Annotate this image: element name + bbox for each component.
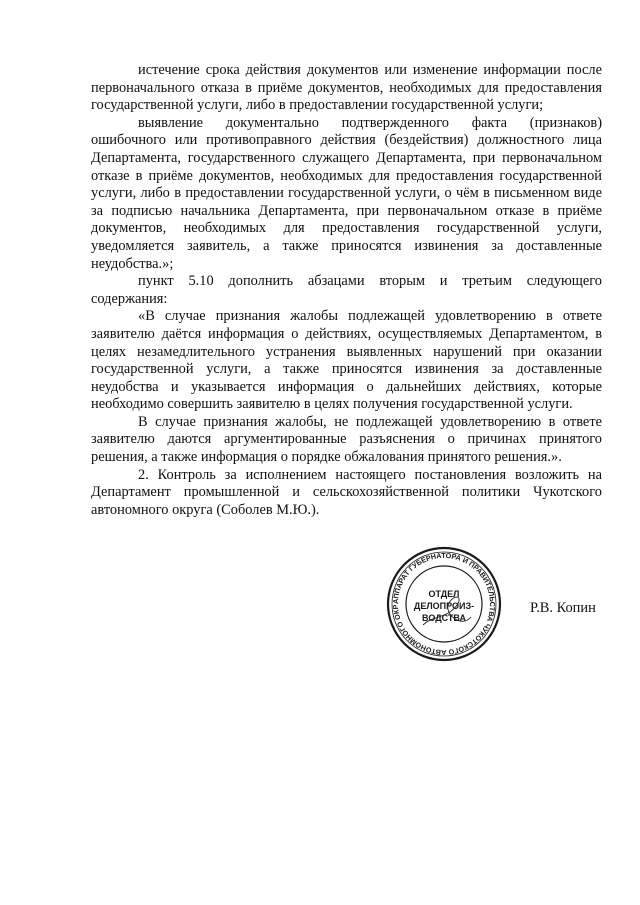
paragraph-2: выявление документально подтвержденного факта (признаков) ошибочного или противоправного действия (бездействия) должностного лица xyxy=(91,114,602,149)
stamp-line-3: ВОДСТВА xyxy=(422,613,466,623)
paragraph-4: пункт 5.10 дополнить абзацами вторым и третьим следующего содержания: xyxy=(91,273,602,307)
official-stamp xyxy=(385,545,503,663)
paragraph-6: В случае признания жалобы, не подлежащей удовлетворению в ответе заявителю даются аргументированные разъяснения о причинах принятого решения, а также информация о порядке обжалования принятого решения.». xyxy=(91,413,602,466)
stamp-ring-text: АППАРАТ ГУБЕРНАТОРА И ПРАВИТЕЛЬСТВА ЧУКОТСКОГО АВТОНОМНОГО ОКР xyxy=(390,550,498,658)
paragraph-3: Департамента, государственного служащего Департамента, при первоначальном отказе в приёме документов, необходимых для предоставления государственной услуги, либо в предоставлении государственной услуги, о чём в письменном виде за подписью начальника Департамента, при первоначальном отказе в приёме документов, необходимых для предоставления государственной услуги, уведомляется заявитель, а также приносятся извинения за доставленные неудобства.»; xyxy=(91,149,602,272)
paragraph-5: «В случае признания жалобы подлежащей удовлетворению в ответе заявителю даётся информация о действиях, осуществляемых Департаментом, в целях незамедлительного устранения выявленных нарушений при оказании государственной услуги, а также приносятся извинения за доставленные неудобства и указывается информация о дальнейших действиях, которые необходимо совершить заявителю в целях получения государственной услуги. xyxy=(91,308,602,413)
stamp-seal-icon xyxy=(385,545,503,663)
stamp-line-1: ОТДЕЛ xyxy=(428,589,460,599)
document-body xyxy=(91,62,602,519)
paragraph-7: 2. Контроль за исполнением настоящего постановления возложить на Департамент промышленной и сельскохозяйственной политики Чукотского автономного округа (Соболев М.Ю.). xyxy=(91,466,602,518)
signatory-name: Р.В. Копин xyxy=(530,600,596,616)
paragraph-1: истечение срока действия документов или изменение информации после первоначального отказа в приёме документов, необходимых для предоставления государственной услуги, либо в предоставлении государственной услуги; xyxy=(91,62,602,114)
stamp-line-2: ДЕЛОПРОИЗ- xyxy=(413,601,475,611)
